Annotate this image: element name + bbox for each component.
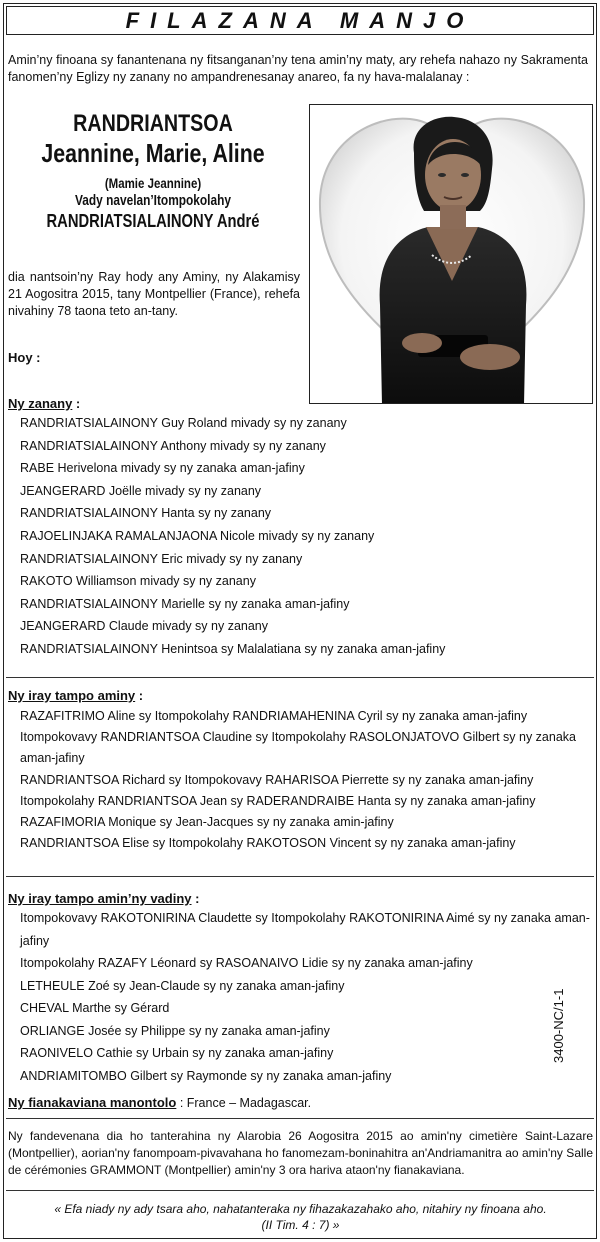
death-announcement: dia nantsoin’ny Ray hody any Aminy, ny Alakamisy 21 Aogositra 2015, tany Montpellier (France), rehefa nivahiny 78 taona teto an-tany. bbox=[8, 270, 300, 318]
list-item: Itompokovavy RANDRIANTSOA Claudine sy Itompokolahy RASOLONJATOVO Gilbert sy ny zanaka aman-jafiny bbox=[20, 730, 576, 766]
spouse-siblings-label: Ny iray tampo amin’ny vadiny bbox=[8, 891, 192, 906]
list-item: RAZAFIMORIA Monique sy Jean-Jacques sy ny zanaka amin-jafiny bbox=[20, 815, 394, 830]
children-heading: Ny zanany : bbox=[8, 396, 81, 411]
list-item: RANDRIATSIALAINONY Hanta sy ny zanany bbox=[20, 506, 272, 521]
list-item: RANDRIATSIALAINONY Henintsoa sy Malalatiana sy ny zanaka aman-jafiny bbox=[20, 641, 446, 656]
divider bbox=[6, 677, 594, 678]
scripture-quote bbox=[8, 1201, 593, 1233]
list-item: RANDRIATSIALAINONY Eric mivady sy ny zanany bbox=[20, 551, 303, 566]
notice-title: FILAZANA MANJO bbox=[6, 6, 594, 35]
children-list bbox=[20, 412, 590, 661]
list-item: Itompokolahy RAZAFY Léonard sy RASOANAIVO Lidie sy ny zanaka aman-jafiny bbox=[20, 956, 473, 970]
list-item: RANDRIATSIALAINONY Anthony mivady sy ny zanany bbox=[20, 438, 326, 453]
divider bbox=[6, 1118, 594, 1119]
deceased-surname: RANDRIANTSOA bbox=[73, 110, 233, 137]
spouse-siblings-heading: Ny iray tampo amin’ny vadiny : bbox=[8, 891, 200, 906]
siblings-label: Ny iray tampo aminy bbox=[8, 688, 136, 703]
deceased-nickname: (Mamie Jeannine) bbox=[104, 175, 202, 191]
list-item: RANDRIANTSOA Elise sy Itompokolahy RAKOTOSON Vincent sy ny zanaka aman-jafiny bbox=[20, 836, 516, 851]
intro-text: Amin’ny finoana sy fanantenana ny fitsanganan’ny tena amin’ny maty, ary rehefa nahazo ny Sakramenta fanomen’ny Eglizy ny zanany no ampandrenesanay anareo, fa ny hava-malalanay : bbox=[8, 53, 588, 84]
list-item: RANDRIATSIALAINONY Marielle sy ny zanaka aman-jafiny bbox=[20, 596, 350, 611]
list-item: JEANGERARD Joëlle mivady sy ny zanany bbox=[20, 483, 262, 498]
heart-portrait-image bbox=[310, 105, 593, 404]
spouse-label: Vady navelan’Itompokolahy bbox=[75, 193, 231, 209]
list-item: Itompokovavy RAKOTONIRINA Claudette sy Itompokolahy RAKOTONIRINA Aimé sy ny zanaka aman-jafiny bbox=[20, 911, 590, 948]
reference-code: 3400-NC/1-1 bbox=[551, 988, 566, 1063]
siblings-heading: Ny iray tampo aminy : bbox=[8, 688, 144, 703]
divider bbox=[6, 1190, 594, 1191]
extended-family-value: : France – Madagascar. bbox=[179, 1096, 312, 1110]
quote-reference: (II Tim. 4 : 7) » bbox=[261, 1218, 340, 1232]
list-item: Itompokolahy RANDRIANTSOA Jean sy RADERANDRAIBE Hanta sy ny zanaka aman-jafiny bbox=[20, 793, 536, 808]
list-item: RAONIVELO Cathie sy Urbain sy ny zanaka aman-jafiny bbox=[20, 1046, 334, 1060]
children-label: Ny zanany bbox=[8, 396, 73, 411]
list-item: ANDRIAMITOMBO Gilbert sy Raymonde sy ny zanaka aman-jafiny bbox=[20, 1068, 392, 1083]
list-item: RABE Herivelona mivady sy ny zanaka aman-jafiny bbox=[20, 461, 305, 476]
list-item: RAKOTO Williamson mivady sy ny zanany bbox=[20, 574, 256, 589]
deceased-given-names: Jeannine, Marie, Aline bbox=[41, 138, 265, 168]
list-item: JEANGERARD Claude mivady sy ny zanany bbox=[20, 619, 269, 634]
list-item: RANDRIATSIALAINONY Guy Roland mivady sy ny zanany bbox=[20, 416, 347, 430]
hoy-label: Hoy : bbox=[8, 350, 41, 365]
extended-family-line bbox=[8, 1094, 311, 1112]
list-item: RANDRIANTSOA Richard sy Itompokovavy RAHARISOA Pierrette sy ny zanaka aman-jafiny bbox=[20, 772, 534, 787]
spouse-siblings-list bbox=[20, 907, 590, 1087]
list-item: RAZAFITRIMO Aline sy Itompokolahy RANDRIAMAHENINA Cyril sy ny zanaka aman-jafiny bbox=[20, 709, 528, 723]
spouse-name: RANDRIATSIALAINONY André bbox=[46, 211, 260, 231]
portrait-photo bbox=[309, 104, 593, 404]
deceased-name-block bbox=[6, 110, 300, 233]
quote-text: « Efa niady ny ady tsara aho, nahatanteraka ny fihazakazahako aho, nitahiry ny finoana aho. bbox=[54, 1202, 547, 1216]
burial-details: Ny fandevenana dia ho tanterahina ny Alarobia 26 Aogositra 2015 ao amin'ny cimetière Saint-Lazare (Montpellier), aorian'ny fanompoam-pivavahana ho fanomezam-boninahitra an'Andriamanitra ao amin'ny Salle de cérémonies GRAMMONT (Montpellier) amin'ny 3 ora hariva ataon'ny fianakaviana. bbox=[8, 1129, 593, 1177]
list-item: ORLIANGE Josée sy Philippe sy ny zanaka aman-jafiny bbox=[20, 1023, 330, 1038]
list-item: LETHEULE Zoé sy Jean-Claude sy ny zanaka aman-jafiny bbox=[20, 978, 345, 993]
list-item: RAJOELINJAKA RAMALANJAONA Nicole mivady sy ny zanany bbox=[20, 528, 375, 543]
divider bbox=[6, 876, 594, 877]
siblings-list bbox=[20, 706, 590, 854]
extended-family-label: Ny fianakaviana manontolo bbox=[8, 1095, 177, 1110]
list-item: CHEVAL Marthe sy Gérard bbox=[20, 1001, 170, 1015]
